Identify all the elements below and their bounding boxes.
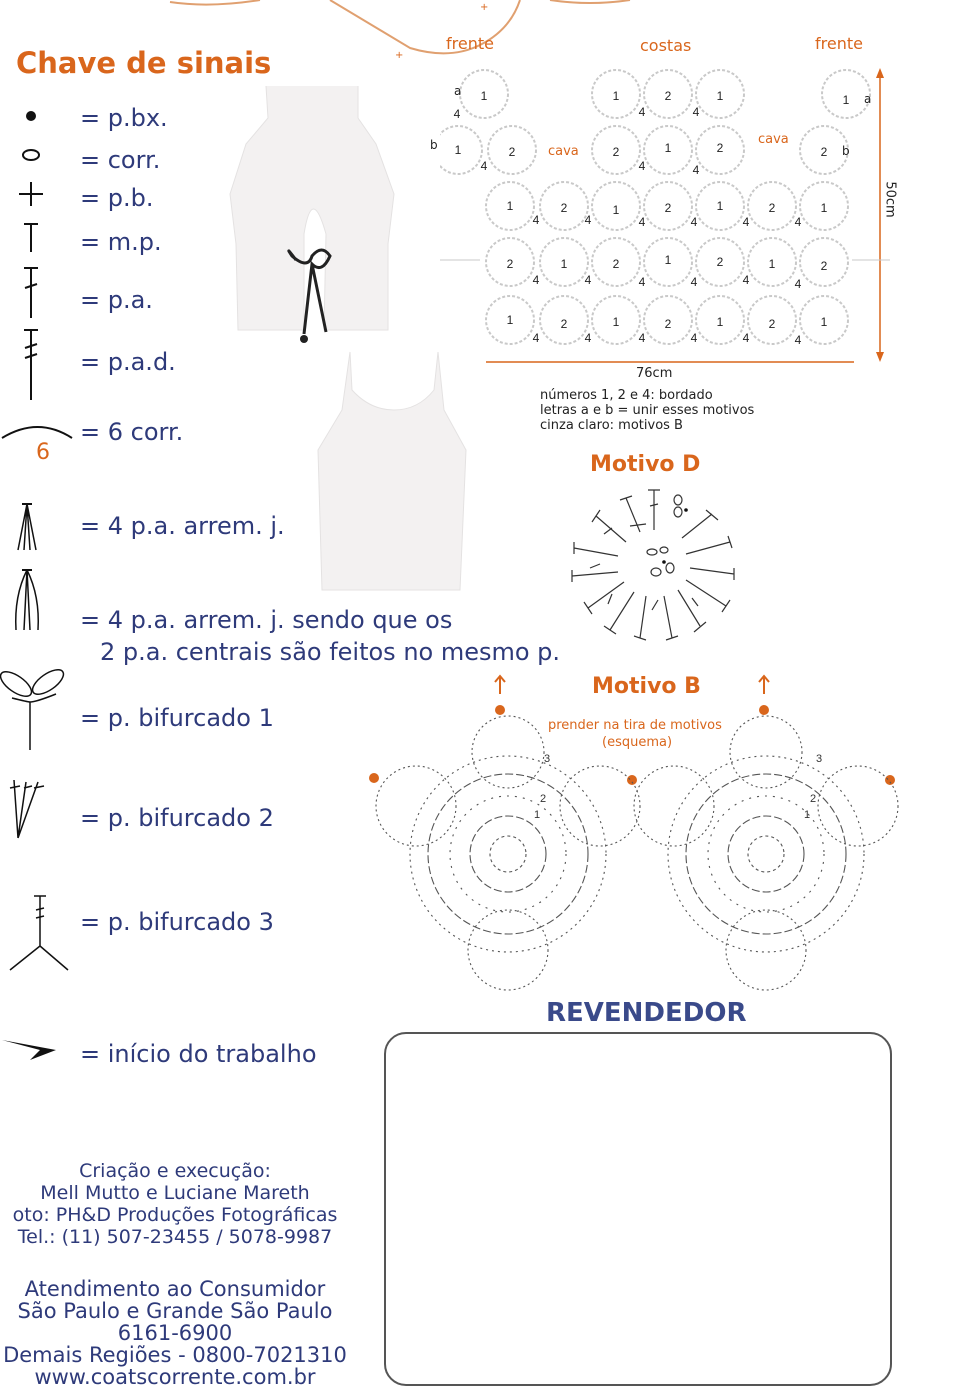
dc-stitch-icon <box>0 266 70 336</box>
svg-text:2: 2 <box>664 317 672 331</box>
svg-text:1: 1 <box>842 93 850 107</box>
svg-text:2: 2 <box>716 255 724 269</box>
svg-text:2: 2 <box>560 317 568 331</box>
svg-text:2: 2 <box>820 145 828 159</box>
svg-text:4: 4 <box>742 273 750 287</box>
motif-b-row3-right: 3 <box>816 753 823 765</box>
bifurcated1-icon <box>0 658 72 754</box>
svg-text:4: 4 <box>638 275 646 289</box>
credits: Criação e execução: Mell Mutto e Luciane Mareth oto: PH&D Produções Fotográficas Tel.: (11) 507-23455 / 5078-9987 <box>12 1160 338 1248</box>
start-arrow-icon <box>0 1032 72 1072</box>
svg-text:2: 2 <box>768 201 776 215</box>
svg-text:1: 1 <box>560 257 568 271</box>
join-letter-a-left: a <box>454 84 462 98</box>
svg-text:4: 4 <box>690 215 698 229</box>
svg-text:1: 1 <box>716 315 724 329</box>
join-letter-b-left: b <box>430 138 438 152</box>
svg-text:4: 4 <box>742 331 750 345</box>
svg-text:4: 4 <box>690 331 698 345</box>
svg-text:1: 1 <box>612 89 620 103</box>
svg-text:4: 4 <box>480 159 488 173</box>
svg-text:1: 1 <box>480 89 488 103</box>
svg-text:4: 4 <box>638 105 646 119</box>
svg-text:1: 1 <box>612 315 620 329</box>
svg-text:4: 4 <box>584 273 592 287</box>
reseller-title: REVENDEDOR <box>546 998 747 1028</box>
motif-b-attach-note: prender na tira de motivos <box>548 718 722 733</box>
website-link[interactable]: www.coatscorrente.com.br <box>34 1365 316 1389</box>
svg-text:1: 1 <box>612 203 620 217</box>
motif-schema <box>430 34 898 414</box>
motif-b-row3-left: 3 <box>544 753 551 765</box>
chain-arc-count: 6 <box>36 440 50 465</box>
svg-text:1: 1 <box>664 253 672 267</box>
motif-b-title: Motivo B <box>592 674 701 699</box>
motif-b-diagram <box>366 706 916 996</box>
join-letter-b-right: b <box>842 144 850 158</box>
svg-text:1: 1 <box>506 313 514 327</box>
svg-text:4: 4 <box>584 213 592 227</box>
svg-text:4: 4 <box>794 215 802 229</box>
svg-text:1: 1 <box>820 201 828 215</box>
schema-label-front-right: frente <box>815 34 863 53</box>
svg-text:2: 2 <box>664 89 672 103</box>
schema-height: 50cm <box>882 181 898 218</box>
join-letter-a-right: a <box>864 92 872 106</box>
svg-text:2: 2 <box>820 259 828 273</box>
motif-b-row1-left: 1 <box>534 809 541 821</box>
motif-b-row2-right: 2 <box>810 793 817 805</box>
svg-text:2: 2 <box>716 141 724 155</box>
schema-width: 76cm <box>636 366 673 381</box>
schema-label-armhole-right: cava <box>758 132 789 147</box>
schema-notes: números 1, 2 e 4: bordado letras a e b = unir esses motivos cinza claro: motivos B <box>540 388 755 433</box>
svg-text:4: 4 <box>794 277 802 291</box>
svg-text:4: 4 <box>638 215 646 229</box>
schema-grid <box>440 34 890 414</box>
motif-d-diagram <box>560 480 750 650</box>
schema-label-armhole-left: cava <box>548 144 579 159</box>
svg-text:1: 1 <box>716 199 724 213</box>
svg-text:4: 4 <box>532 273 540 287</box>
svg-text:4: 4 <box>453 107 461 121</box>
motif-d-title: Motivo D <box>590 452 701 477</box>
svg-text:4: 4 <box>690 275 698 289</box>
svg-text:4: 4 <box>692 163 700 177</box>
svg-text:4: 4 <box>584 331 592 345</box>
cluster4-center-icon <box>0 566 70 636</box>
svg-text:4: 4 <box>794 333 802 347</box>
svg-text:4: 4 <box>532 331 540 345</box>
svg-text:2: 2 <box>768 317 776 331</box>
motif-b-attach-note2: (esquema) <box>602 735 673 750</box>
svg-text:1: 1 <box>506 199 514 213</box>
svg-text:1: 1 <box>768 257 776 271</box>
svg-text:2: 2 <box>506 257 514 271</box>
schema-label-front-left: frente <box>446 34 494 53</box>
bifurcated3-icon <box>0 894 70 976</box>
svg-text:4: 4 <box>638 331 646 345</box>
svg-text:4: 4 <box>692 105 700 119</box>
svg-text:2: 2 <box>560 201 568 215</box>
svg-text:1: 1 <box>664 141 672 155</box>
svg-text:2: 2 <box>664 201 672 215</box>
svg-text:1: 1 <box>454 143 462 157</box>
schema-label-back: costas <box>640 36 692 55</box>
svg-text:+: + <box>480 2 489 13</box>
reseller-box <box>384 1032 892 1386</box>
consumer-contact: Atendimento ao Consumidor São Paulo e Grande São Paulo 6161-6900 Demais Regiões - 0800-7021310 www.coatscorrente.com.br <box>0 1278 350 1388</box>
key-title: Chave de sinais <box>16 46 272 80</box>
svg-text:+: + <box>395 50 404 60</box>
cluster4-icon <box>0 500 70 556</box>
svg-text:4: 4 <box>532 213 540 227</box>
svg-text:2: 2 <box>612 145 620 159</box>
svg-text:1: 1 <box>820 315 828 329</box>
svg-text:4: 4 <box>742 215 750 229</box>
svg-text:2: 2 <box>612 257 620 271</box>
svg-text:2: 2 <box>508 145 516 159</box>
motif-b-row2-left: 2 <box>540 793 547 805</box>
svg-text:1: 1 <box>716 89 724 103</box>
svg-text:4: 4 <box>638 159 646 173</box>
tr-stitch-icon <box>0 328 70 404</box>
bifurcated2-icon <box>0 776 70 840</box>
motif-b-row1-right: 1 <box>804 809 811 821</box>
garment-back-photo <box>226 84 398 344</box>
